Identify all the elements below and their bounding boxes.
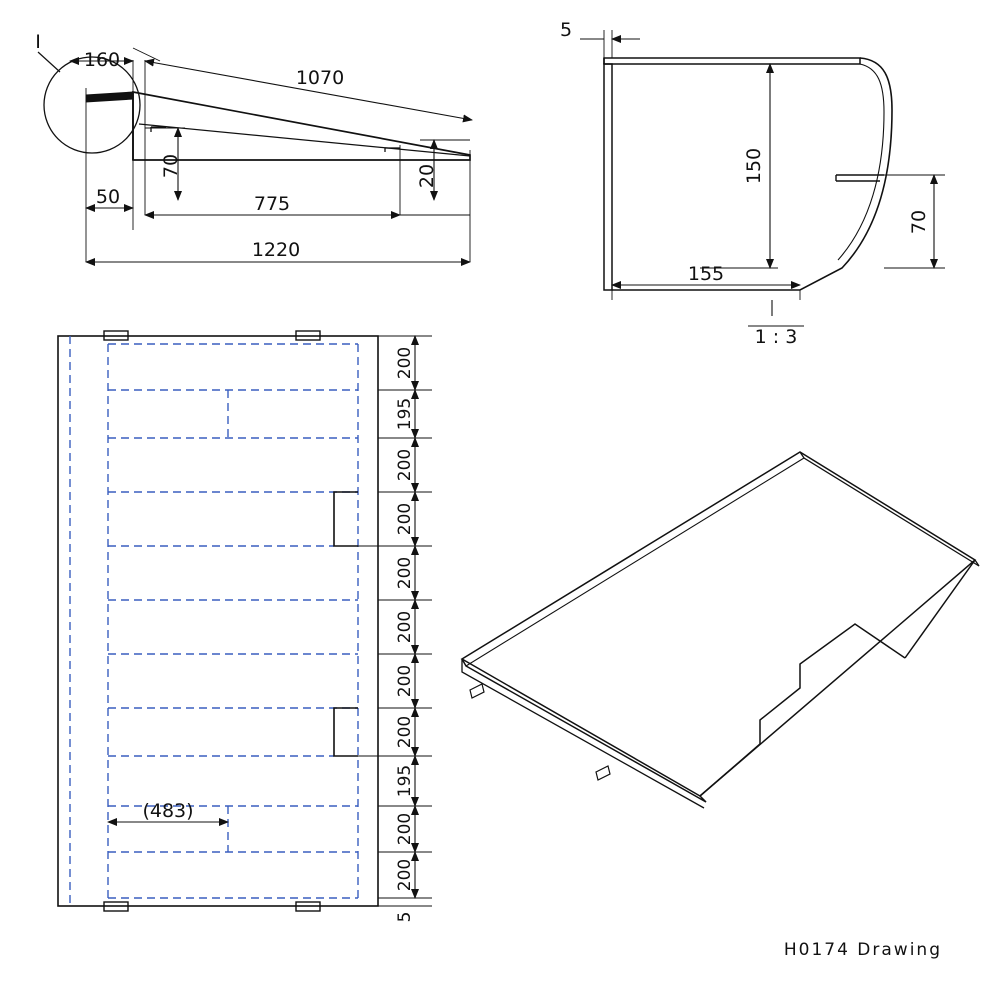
dim-label-plan-200-i: 200 <box>395 858 415 892</box>
dim-label-plan-195-a: 195 <box>395 397 415 431</box>
dim-label-70-side: 70 <box>160 153 182 179</box>
iso-front-edge <box>462 659 704 808</box>
dim-label-160: 160 <box>83 49 121 71</box>
iso-tab-1 <box>470 684 484 698</box>
wedge-outline <box>133 92 470 160</box>
dim-label-plan-200-d: 200 <box>395 556 415 590</box>
scale-label: 1 : 3 <box>754 326 798 348</box>
plan-hidden-lines <box>70 336 358 906</box>
dim-label-483: (483) <box>142 800 194 822</box>
dim-label-plan-200-b: 200 <box>395 448 415 482</box>
dim-label-plan-200-f: 200 <box>395 664 415 698</box>
view-isometric <box>462 452 979 808</box>
iso-right-edge <box>905 560 975 658</box>
dim-label-plan-5: 5 <box>395 911 415 923</box>
detail-circle <box>44 57 140 153</box>
scale-marker <box>748 300 804 326</box>
dim-label-155: 155 <box>687 263 725 285</box>
view-plan <box>58 331 432 911</box>
iso-top-face <box>462 452 975 796</box>
detail-web <box>604 64 612 290</box>
view-side-elevation <box>38 48 472 262</box>
plan-dim-ext-lines <box>334 336 432 906</box>
plan-outline <box>58 336 378 906</box>
dim-label-775: 775 <box>253 193 291 215</box>
dim-label-20: 20 <box>416 163 438 189</box>
dim-label-150: 150 <box>743 147 765 185</box>
dim-label-5-detail: 5 <box>559 19 573 41</box>
detail-top-flange <box>604 58 860 64</box>
dim-label-50: 50 <box>95 186 121 208</box>
detail-marker-label: I <box>35 31 41 53</box>
detail-inner-curve <box>838 64 884 260</box>
iso-notch-edge <box>700 624 905 796</box>
iso-inner-fold <box>466 458 804 666</box>
dim-label-plan-200-h: 200 <box>395 812 415 846</box>
top-lip <box>86 92 133 102</box>
dim-label-1070: 1070 <box>295 67 345 89</box>
iso-tab-2 <box>596 766 610 780</box>
dim-label-plan-200-a: 200 <box>395 346 415 380</box>
dim-label-plan-200-g: 200 <box>395 715 415 749</box>
dim-label-70-detail: 70 <box>908 209 930 235</box>
plan-tabs <box>104 331 320 911</box>
plan-notches <box>334 492 358 756</box>
dim-label-plan-200-c: 200 <box>395 502 415 536</box>
drawing-title: H0174 Drawing <box>783 940 942 960</box>
dim-label-1220: 1220 <box>251 239 301 261</box>
dim-label-plan-195-b: 195 <box>395 764 415 798</box>
dim-label-plan-200-e: 200 <box>395 610 415 644</box>
detail-leader <box>38 52 60 72</box>
